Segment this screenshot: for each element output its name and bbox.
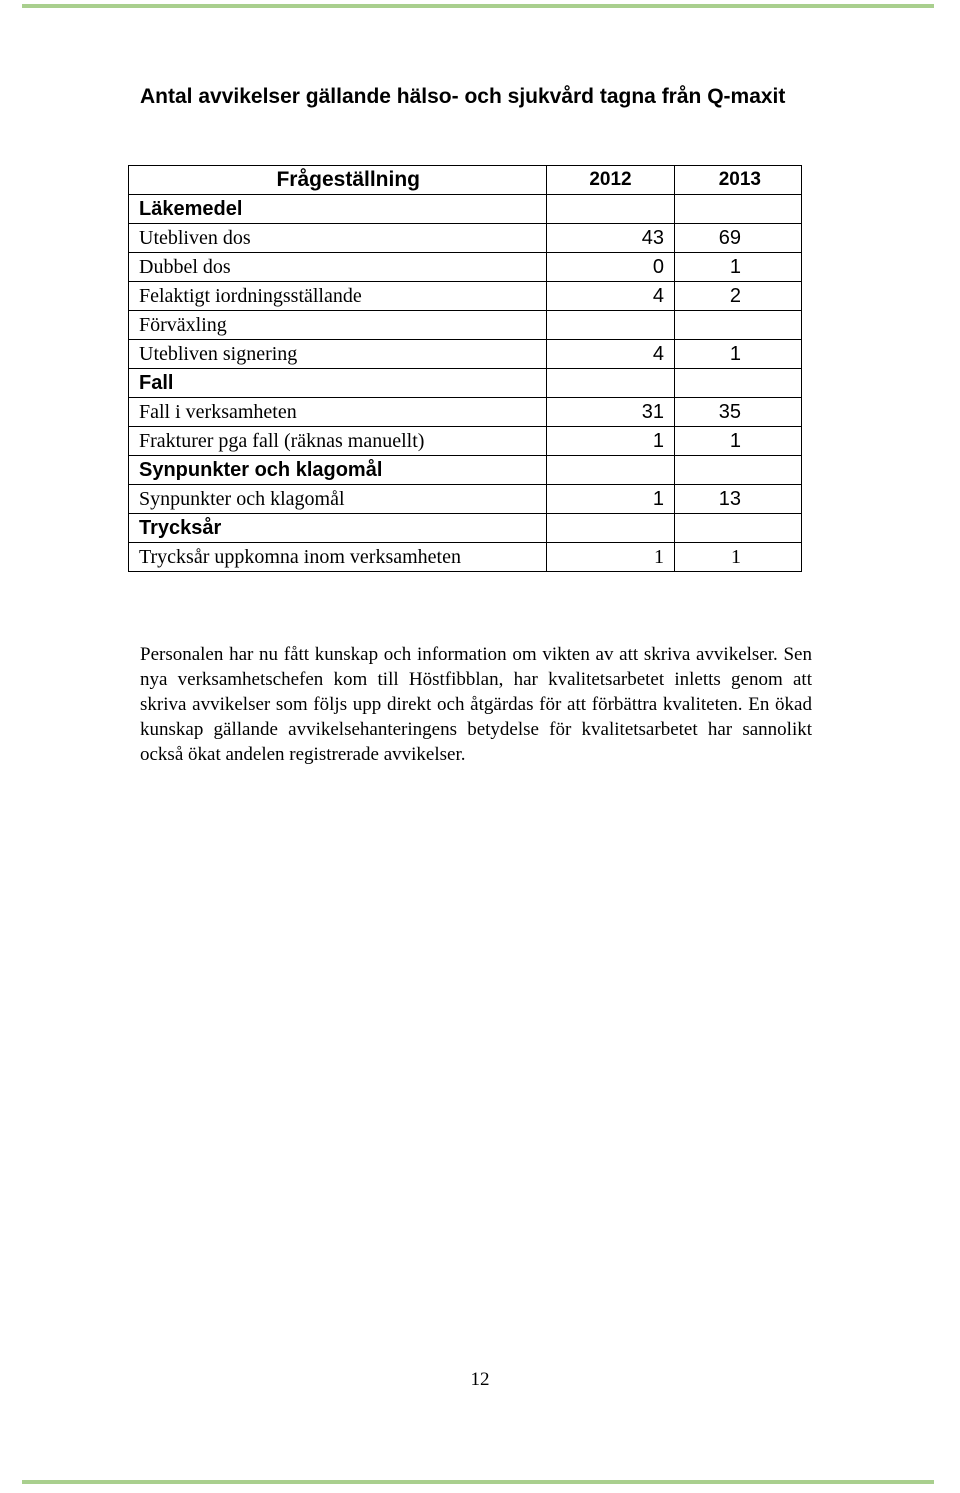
value-2012 bbox=[547, 369, 675, 398]
value-2012: 1 bbox=[547, 543, 675, 572]
value-2012: 4 bbox=[547, 282, 675, 311]
table-row bbox=[129, 311, 802, 340]
table-header-row bbox=[129, 166, 802, 195]
category-label: Fall bbox=[129, 369, 547, 398]
top-decorative-rule bbox=[22, 4, 934, 8]
column-header-2013: 2013 bbox=[675, 166, 802, 195]
table-category-row bbox=[129, 514, 802, 543]
table-category-row bbox=[129, 456, 802, 485]
row-label: Synpunkter och klagomål bbox=[129, 485, 547, 514]
table-row bbox=[129, 253, 802, 282]
table-row bbox=[129, 427, 802, 456]
category-label: Trycksår bbox=[129, 514, 547, 543]
row-label: Trycksår uppkomna inom verksamheten bbox=[129, 543, 547, 572]
bottom-decorative-rule bbox=[22, 1480, 934, 1484]
table-row bbox=[129, 282, 802, 311]
page-heading: Antal avvikelser gällande hälso- och sjukvård tagna från Q-maxit bbox=[140, 85, 786, 108]
table-row bbox=[129, 398, 802, 427]
table-category-row bbox=[129, 369, 802, 398]
value-2013 bbox=[675, 311, 802, 340]
column-header-2012: 2012 bbox=[547, 166, 675, 195]
table-row bbox=[129, 485, 802, 514]
value-2013: 2 bbox=[675, 282, 802, 311]
page-number: 12 bbox=[470, 1369, 490, 1390]
value-2013: 1 bbox=[675, 253, 802, 282]
value-2012: 43 bbox=[547, 224, 675, 253]
value-2013 bbox=[675, 369, 802, 398]
body-paragraph: Personalen har nu fått kunskap och information om vikten av att skriva avvikelser. Sen nya verksamhetschefen kom till Höstfibblan, har kvalitetsarbetet inletts genom att skriva avvikelser som följs upp direkt och åtgärdas för att förbättra kvaliteten. En ökad kunskap gällande avvikelsehanteringens betydelse för kvalitetsarbetet har sannolikt också ökat andelen registrerade avvikelser. bbox=[140, 644, 812, 765]
value-2012: 0 bbox=[547, 253, 675, 282]
value-2012 bbox=[547, 456, 675, 485]
row-label: Frakturer pga fall (räknas manuellt) bbox=[129, 427, 547, 456]
value-2013: 1 bbox=[675, 340, 802, 369]
table-row bbox=[129, 224, 802, 253]
value-2012: 1 bbox=[547, 485, 675, 514]
value-2012: 31 bbox=[547, 398, 675, 427]
value-2012 bbox=[547, 195, 675, 224]
row-label: Felaktigt iordningsställande bbox=[129, 282, 547, 311]
column-header-question: Frågeställning bbox=[129, 166, 547, 195]
table-row bbox=[129, 340, 802, 369]
row-label: Dubbel dos bbox=[129, 253, 547, 282]
table-row bbox=[129, 543, 802, 572]
deviations-table bbox=[128, 165, 802, 572]
row-label: Utebliven signering bbox=[129, 340, 547, 369]
row-label: Förväxling bbox=[129, 311, 547, 340]
value-2012 bbox=[547, 514, 675, 543]
value-2013: 35 bbox=[675, 398, 802, 427]
table-body bbox=[129, 195, 802, 572]
value-2013: 13 bbox=[675, 485, 802, 514]
value-2013: 1 bbox=[675, 427, 802, 456]
value-2013 bbox=[675, 456, 802, 485]
table-category-row bbox=[129, 195, 802, 224]
value-2013: 1 bbox=[675, 543, 802, 572]
value-2013 bbox=[675, 514, 802, 543]
row-label: Utebliven dos bbox=[129, 224, 547, 253]
row-label: Fall i verksamheten bbox=[129, 398, 547, 427]
value-2012: 1 bbox=[547, 427, 675, 456]
value-2012: 4 bbox=[547, 340, 675, 369]
value-2013 bbox=[675, 195, 802, 224]
category-label: Läkemedel bbox=[129, 195, 547, 224]
category-label: Synpunkter och klagomål bbox=[129, 456, 547, 485]
value-2013: 69 bbox=[675, 224, 802, 253]
value-2012 bbox=[547, 311, 675, 340]
